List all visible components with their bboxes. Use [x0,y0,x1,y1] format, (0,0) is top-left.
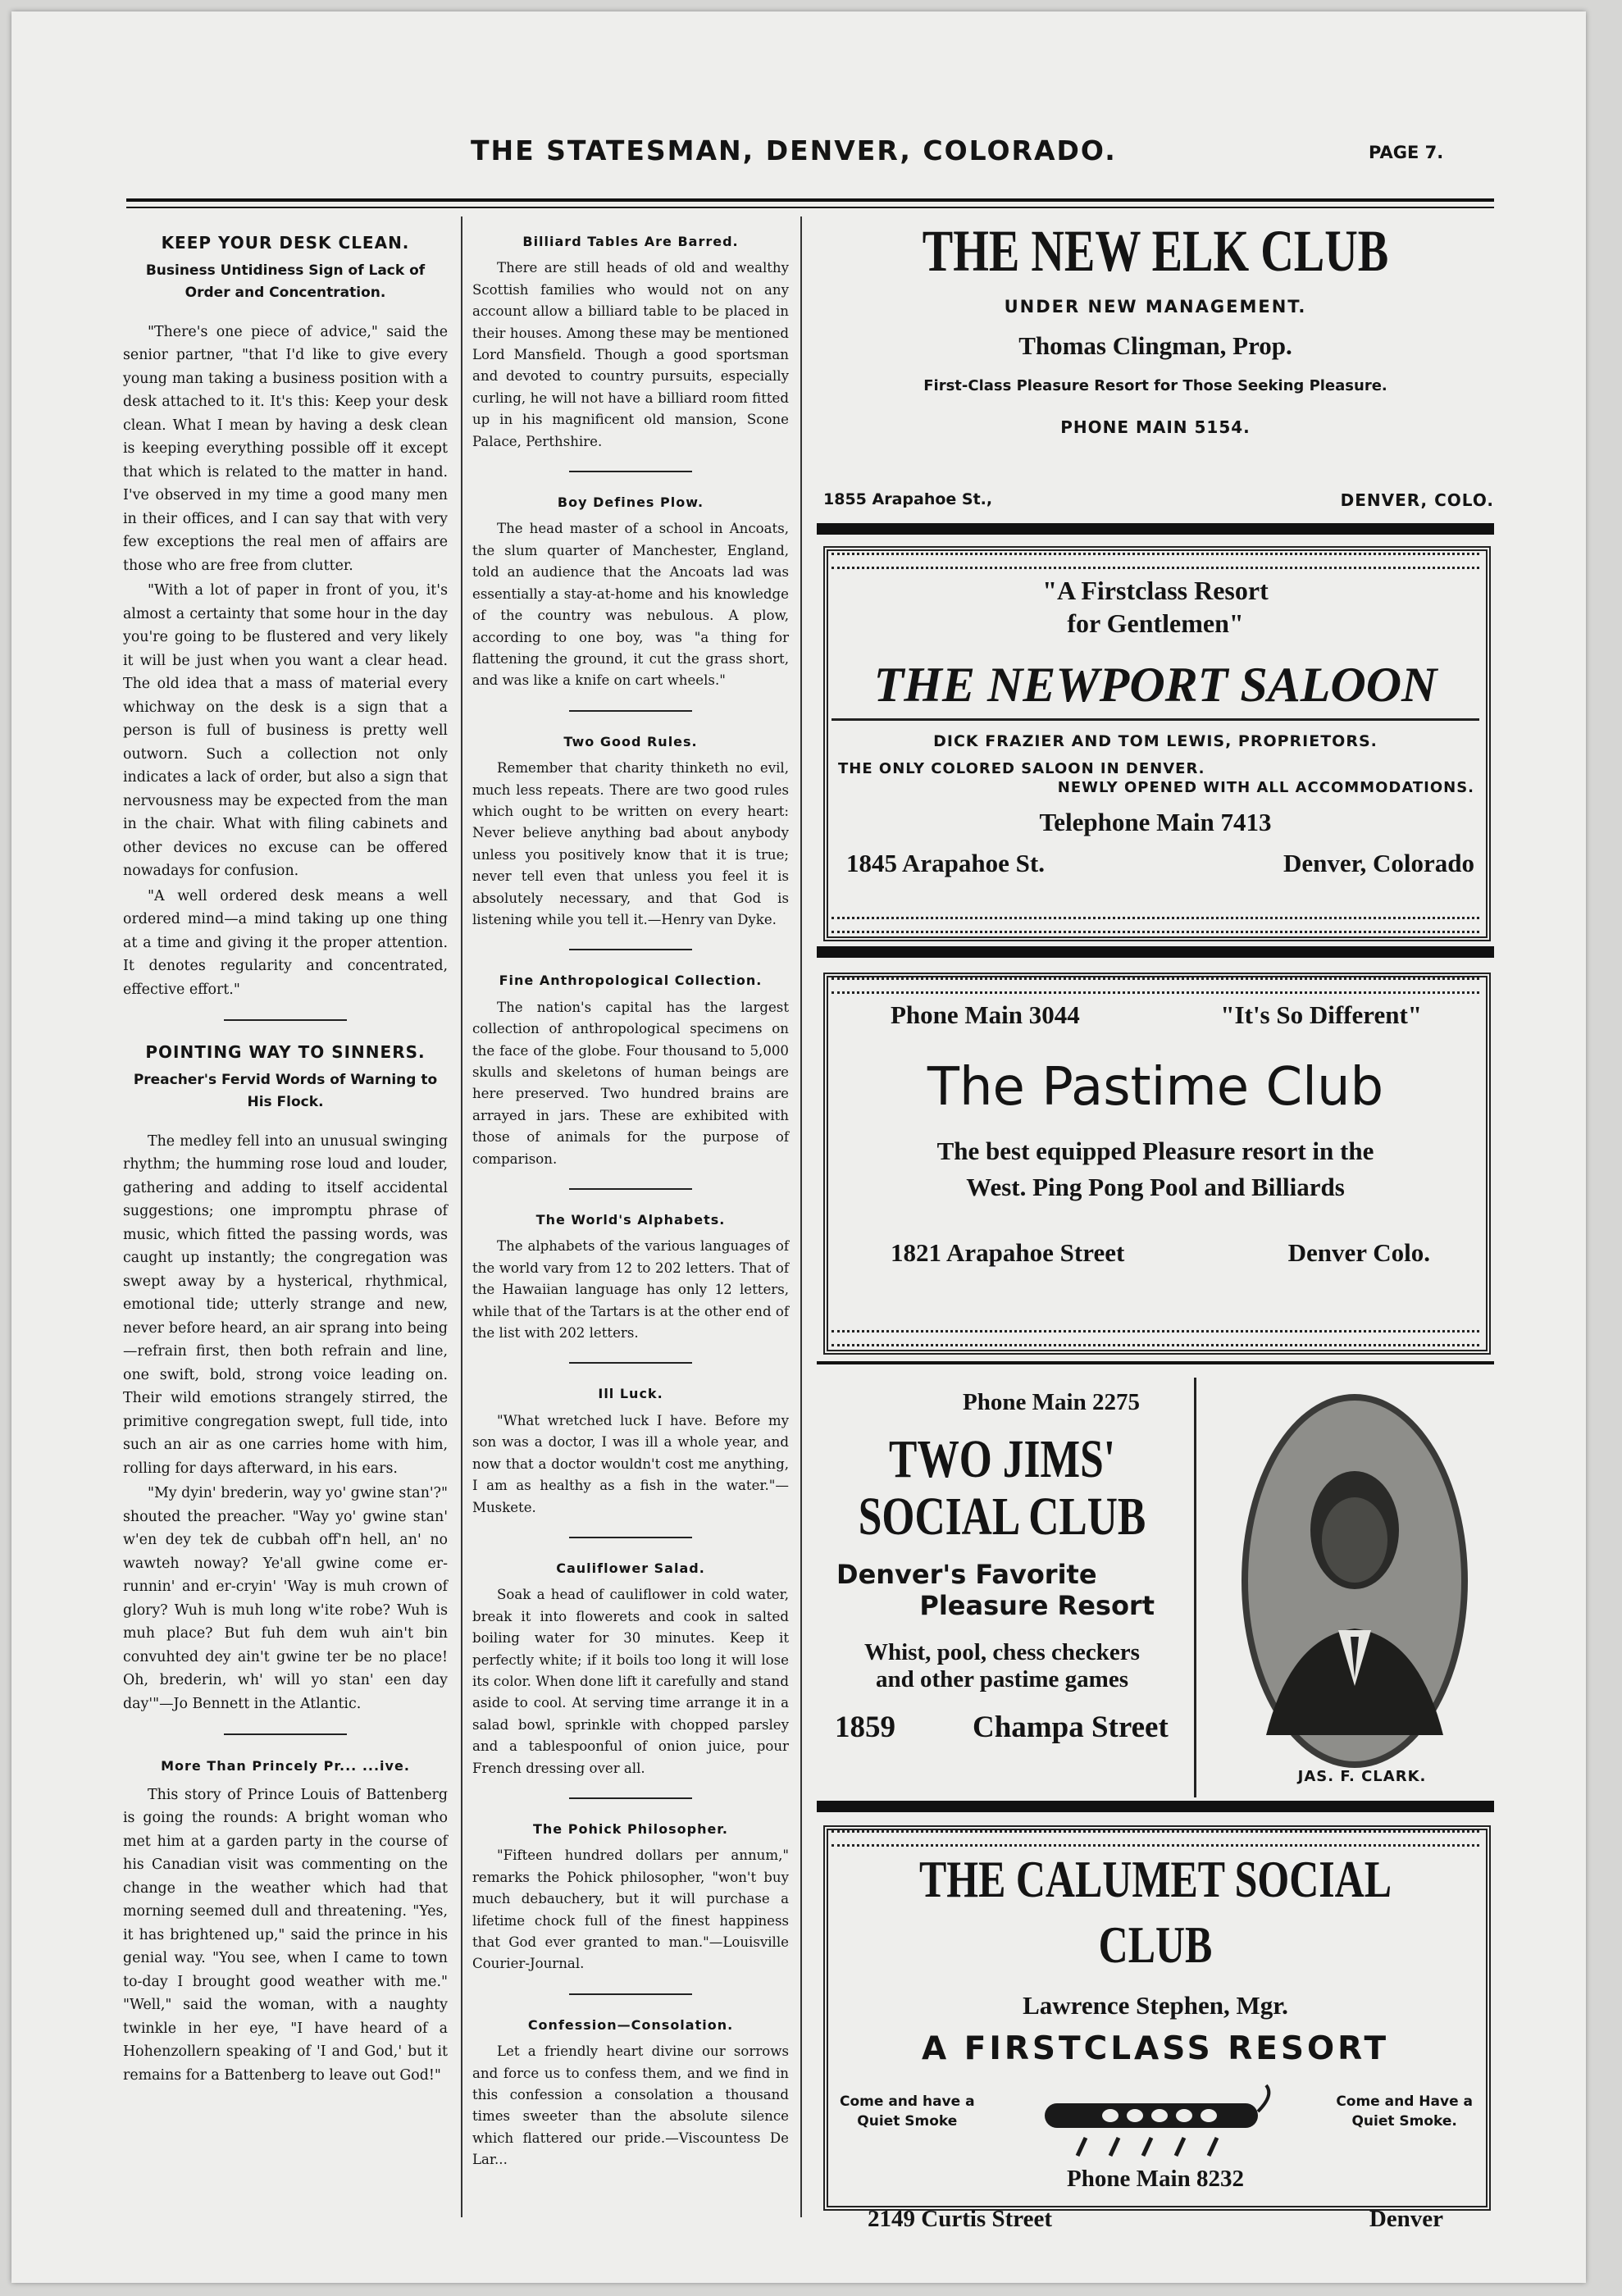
brief-text: Let a friendly heart divine our sorrows and force us to confess them, and we find in this confession a consolation a thousand times sweeter than the absolute silence which flattered our pride.—Viscountess De Lar... [472,2043,789,2168]
brief-title: Ill Luck. [598,1386,663,1402]
ad-title: THE CALUMET SOCIAL CLUB [918,1850,1392,1974]
column-divider [800,216,802,2217]
brief-item [472,492,789,692]
ad-line: A FIRSTCLASS RESORT [921,2030,1390,2067]
ad-address-street: Champa Street [973,1711,1169,1744]
paragraph: "With a lot of paper in front of you, it's almost a certainty that some hour in the day you're going to be flustered and very likely it will be just when you want a clear head. The old idea that a mass of material every whichway on the desk is a sign that a person is full of business is pretty well outworn. Such a collection not only indicates a lack of order, but also a sign that nervousness may be expected from the man in the chair. What with filing cabinets and other devices no excuse can be offered nowadays for confusion. [123,582,448,879]
ad-line: Pleasure Resort [919,1590,1155,1621]
brief-text: Remember that charity thinketh no evil, much less repeats. There are two good rules which ought to be written on every heart: Never believe anything bad about anybody unless you positively know that it is true; never tell even that unless you feel it is absolutely necessary, and that God is listening while you tell it.—Henry van Dyke. [472,760,789,927]
ad-address: 1855 Arapahoe St., [823,490,993,508]
divider [569,1537,692,1538]
brief-item [472,1383,789,1518]
ad-title: THE NEWPORT SALOON [832,656,1479,721]
article-subtitle: Business Untidiness Sign of Lack of Order and Concentration. [145,262,426,301]
article-title: More Than Princely Pr... ...ive. [161,1758,410,1774]
ad-title: SOCIAL CLUB [858,1487,1146,1547]
ad-phone: Telephone Main 7413 [1039,808,1272,836]
ad-new-elk-club [817,216,1494,520]
brief-title: Billiard Tables Are Barred. [522,234,739,249]
article-sinners [123,1041,448,1715]
brief-title: The Pohick Philosopher. [533,1820,728,1837]
brief-text: The nation's capital has the largest collection of anthropological specimens on the face of the globe. Four thousand to 5,000 skulls and skeletons of human beings are here preserved. Two hundred brains are arrayed in jars. These are exhibited with those of animals for the purpose of comparison. [472,999,789,1167]
ad-separator-bar [817,1801,1494,1812]
brief-item [472,970,789,1170]
ad-line: Lawrence Stephen, Mgr. [1023,1991,1288,2020]
divider [224,1733,347,1735]
ad-line: Thomas Clingman, Prop. [1018,331,1292,360]
brief-title: The World's Alphabets. [535,1212,726,1228]
brief-text: The head master of a school in Ancoats, the slum quarter of Manchester, England, told an audience that the Ancoats lad was essentially a stay-at-home and his knowledge of the country was nebulous. A plow, according to one boy, was "a thing for flattening the ground, it cut the grass short, and was like a knife on cart wheels." [472,521,789,689]
ad-quote: for Gentlemen" [1067,608,1244,638]
ad-line: and other pastime games [876,1666,1128,1692]
paragraph: This story of Prince Louis of Battenberg is going the rounds: A bright woman who met him at a garden party in the course of his Canadian visit was commenting on the change in the weather which had that morning seemed dull and threatening. "Yes, it has brightened up," said the prince in his genial way. "You see, when I came to town to-day I brought good weather with me." "Well," said the woman, with a naughty twinkle in her eye, "I have heard of a Hohenzollern speaking of 'I and God,' but it remains for a Battenberg to leave out God!" [123,1786,448,2084]
cigar-icon [1028,2079,1283,2161]
brief-item [472,1210,789,1344]
ad-line: First-Class Pleasure Resort for Those Seeking Pleasure. [923,377,1387,394]
article-title: POINTING WAY TO SINNERS. [145,1042,426,1062]
ad-pastime-club [832,1000,1479,1274]
ad-line: Whist, pool, chess checkers [864,1639,1140,1665]
ad-phone: Phone Main 2275 [963,1389,1140,1415]
ad-side-line: Come and have a [840,2093,975,2110]
chain-border-bottom [832,1330,1479,1346]
article-prince [123,1755,448,2087]
article-subtitle: Preacher's Fervid Words of Warning to His Flock. [133,1071,438,1110]
column-divider [461,216,462,2217]
ad-quote: "A Firstclass Resort [1042,576,1269,605]
ad-line: NEWLY OPENED WITH ALL ACCOMMODATIONS. [1057,779,1474,796]
ad-line: THE ONLY COLORED SALOON IN DENVER. [838,760,1205,777]
ad-phone: Phone Main 3044 [891,1000,1080,1029]
ad-address: 1821 Arapahoe Street [891,1238,1125,1267]
ad-city: Denver [1369,2206,1443,2232]
ad-title: THE NEW ELK CLUB [922,218,1389,284]
ad-city: Denver, Colorado [1283,849,1474,877]
ad-line: Denver's Favorite [836,1559,1097,1590]
brief-item [472,731,789,932]
header-rule-thin [126,207,1494,208]
ad-phone: PHONE MAIN 5154. [1060,417,1251,437]
divider [569,949,692,950]
divider [569,710,692,712]
brief-title: Fine Anthropological Collection. [499,973,763,989]
ad-address: 2149 Curtis Street [868,2206,1052,2232]
masthead: THE STATESMAN, DENVER, COLORADO. [471,134,1117,166]
brief-item [472,1558,789,1779]
ad-address-number: 1859 [835,1711,895,1744]
ad-separator-bar [817,523,1494,535]
brief-text: "What wretched luck I have. Before my son was a doctor, I was ill a whole year, and now that a doctor wouldn't cost me anything, I am as healthy as a fish in the water."—Muskete. [472,1412,789,1515]
paragraph: "A well ordered desk means a well ordered mind—a mind taking up one thing at a time and giving it the proper attention. It denotes regularity and concentrated, effective effort." [123,887,448,998]
ad-line: DICK FRAZIER AND TOM LEWIS, PROPRIETORS. [933,732,1378,750]
header-rule [126,198,1494,202]
ad-two-jims-social-club [817,1389,1187,1751]
divider [569,1797,692,1799]
ad-line: The best equipped Pleasure resort in the [936,1137,1374,1165]
divider [569,1362,692,1364]
ad-calumet-social-club [832,1847,1479,2242]
ad-title: TWO JIMS' [888,1429,1116,1489]
paragraph: "My dyin' brederin, way yo' gwine stan'?" shouted the preacher. "Way yo' gwine stan' w'en dey tek de cubbah off'n hell, an' no wawteh noway? Ye'all gwine come er-runnin' and er-cryin' 'Way is muh crown of glory? Wuh is muh long w'ite robe? Wuh is muh place? But fuh dem wuh ain't bin convuhted dey ain't gwine ter be no place! Oh, brederin, wh' will yo stan' een day day'"—Jo Bennett in the Atlantic. [123,1485,448,1712]
ad-city: Denver Colo. [1287,1238,1430,1267]
ad-address: 1845 Arapahoe St. [846,849,1045,877]
brief-text: Soak a head of cauliflower in cold water, break it into flowerets and cook in salted boiling water for 30 minutes. Keep it perfectly white; if it boils too long it will lose its color. When done lift it carefully and stand aside to cool. At serving time arrange it in a salad bowl, sprinkle with chopped parsley and a tablespoonful of onion juice, pour French dressing over all. [472,1587,789,1776]
column-2 [472,231,789,2173]
article-title: KEEP YOUR DESK CLEAN. [161,233,410,253]
ad-side-line: Quiet Smoke. [1351,2113,1457,2130]
ad-divider [1194,1378,1196,1797]
column-1 [123,231,448,2089]
ad-phone: Phone Main 8232 [1067,2166,1244,2192]
portrait-caption: JAS. F. CLARK. [1297,1768,1427,1785]
divider [569,1188,692,1190]
portrait-photo [1242,1391,1486,1768]
brief-title: Boy Defines Plow. [557,494,704,511]
divider [569,471,692,472]
ad-separator-bar [817,946,1494,958]
brief-title: Cauliflower Salad. [556,1560,705,1576]
page-number: PAGE 7. [1369,143,1444,162]
brief-title: Two Good Rules. [563,733,698,749]
ad-city: DENVER, COLO. [1340,490,1494,510]
ad-side-line: Quiet Smoke [857,2113,958,2130]
chain-border-bottom [832,917,1479,933]
brief-text: There are still heads of old and wealthy Scottish families who would not on any account allow a billiard table to be placed in their houses. Among these may be mentioned Lord Mansfield. Though a good sportsman and devoted to country pursuits, especially curling, he will not have a billiard room fitted up in his magnificent old mansion, Scone Palace, Perthshire. [472,260,789,449]
chain-border-top [832,1830,1479,1847]
ad-side-line: Come and Have a [1336,2093,1473,2110]
brief-title: Confession—Consolation. [527,2016,734,2033]
brief-text: The alphabets of the various languages of the world vary from 12 to 202 letters. That of the Hawaiian language has only 12 letters, while that of the Tartars is at the other end of the list with 202 letters. [472,1238,789,1342]
ad-newport-saloon [832,574,1479,890]
ad-side-text-left [840,2092,975,2131]
ad-slogan: "It's So Different" [1220,1000,1422,1029]
ad-line: UNDER NEW MANAGEMENT. [1004,297,1307,317]
brief-item [472,1819,789,1975]
ad-separator-rule [817,1361,1494,1364]
ad-side-text-right [1336,2092,1473,2131]
brief-item [472,2015,789,2171]
paragraph: The medley fell into an unusual swinging rhythm; the humming rose loud and louder, gathering and adding to itself accidental suggestions; one impromptu phrase of music, which fitted the passing words, was caught up instantly; the congregation was swept away by a hysterical, rhythmical, emotional tide; utterly strange and new, never before heard, an air sprang into being—refrain first, then both refrain and line, one swift, bold, strong voice leading on. Their wild emotions strangely stirred, the primitive congregation swept, full tide, into such an air as one carries home with him, rolling for days afterward, in his ears. [123,1132,448,1477]
paragraph: "There's one piece of advice," said the senior partner, "that I'd like to give every young man taking a business position with a desk attached to it. It's this: Keep your desk clean. What I mean by having a desk clean is keeping everything possible off it except that which is related to the matter in hand. I've observed in my time a good many men in their offices, and I can say that with very few exceptions the real men of affairs are those who are free from clutter. [123,323,448,574]
brief-text: "Fifteen hundred dollars per annum," remarks the Pohick philosopher, "won't buy much debauchery, but it will purchase a lifetime chock full of the finest happiness that God ever granted to man."—Louisville Courier-Journal. [472,1847,789,1972]
chain-border-top [832,553,1479,569]
newspaper-page [11,11,1586,2283]
divider [224,1019,347,1021]
divider [569,1993,692,1995]
ad-line: West. Ping Pong Pool and Billiards [966,1173,1345,1201]
ad-title: The Pastime Club [927,1057,1384,1118]
chain-border-top [832,977,1479,994]
brief-item [472,231,789,453]
article-desk [123,231,448,1001]
